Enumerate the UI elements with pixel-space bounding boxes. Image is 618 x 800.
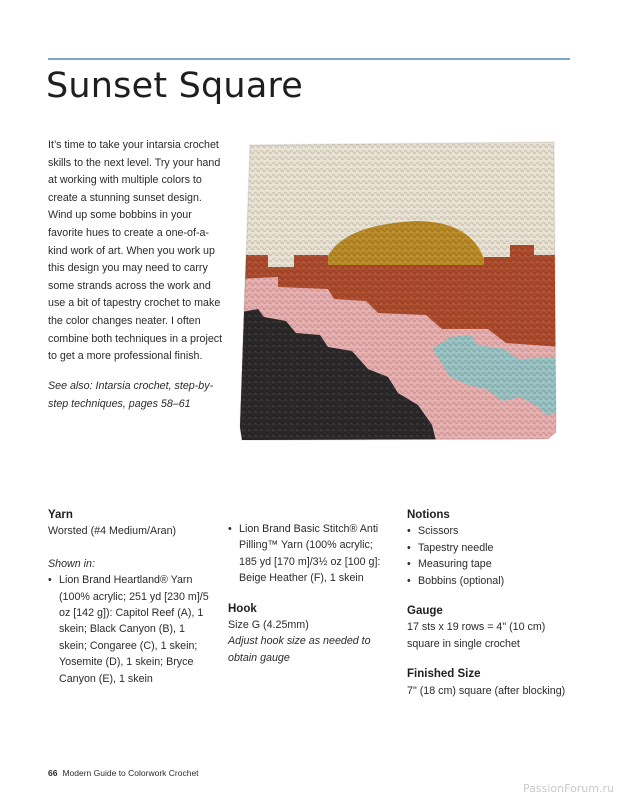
yarn-weight: Worsted (#4 Medium/Aran) [48, 525, 177, 538]
yarn-column [48, 507, 213, 687]
book-title: Modern Guide to Colorwork Crochet [62, 768, 199, 778]
gauge-text: 17 sts x 19 rows = 4" (10 cm) square in single crochet [407, 621, 546, 650]
hook-heading: Hook [228, 602, 257, 615]
yarn-list [48, 572, 213, 687]
page-number: 66 [48, 768, 58, 778]
gauge-heading: Gauge [407, 605, 443, 618]
notions-list [407, 523, 572, 589]
page-title: Sunset Square [46, 66, 304, 106]
see-also-note: See also: Intarsia crochet, step-by-step techniques, pages 58–61 [48, 380, 214, 410]
notions-column [407, 507, 572, 699]
finished-size-heading: Finished Size [407, 668, 481, 681]
intro-paragraph: It’s time to take your intarsia crochet skills to the next level. Try your hand at working with multiple colors to create a stunning sunset design. Wind up some bobbins in your favorite hues to create a one-of-a-kind work of art. When you work up this design you may need to carry some strands across the work and use a bit of tapestry crochet to make the color changes neater. I often combine both techniques in a project to get a more professional finish. [48, 139, 223, 363]
yarn-hook-column [228, 507, 393, 666]
notion-item: • Measuring tape [407, 556, 572, 572]
hook-size: Size G (4.25mm) [228, 619, 309, 632]
notion-item: • Scissors [407, 523, 572, 539]
sunset-square-swatch-image [236, 137, 562, 449]
watermark: PassionForum.ru [523, 782, 614, 795]
notions-heading: Notions [407, 509, 450, 521]
notion-item: • Bobbins (optional) [407, 573, 572, 589]
yarn-item: • Lion Brand Basic Stitch® Anti Pilling™ Yarn (100% acrylic; 185 yd [170 m]/3½ oz [100 g]: Beige Heather (F), 1 skein [228, 521, 393, 587]
hook-note: Adjust hook size as needed to obtain gauge [228, 635, 371, 664]
yarn-list-continued [228, 521, 393, 587]
header-rule [48, 58, 570, 60]
shown-in-label: Shown in: [48, 557, 95, 570]
page-footer [48, 768, 199, 778]
yarn-heading: Yarn [48, 509, 73, 521]
yarn-item: • Lion Brand Heartland® Yarn (100% acrylic; 251 yd [230 m]/5 oz [142 g]): Capitol Reef (A), 1 skein; Black Canyon (B), 1 skein; Congaree (C), 1 skein; Yosemite (D), 1 skein; Bryce Canyon (E), 1 skein [48, 572, 213, 687]
notion-item: • Tapestry needle [407, 540, 572, 556]
finished-size-text: 7" (18 cm) square (after blocking) [407, 684, 566, 697]
